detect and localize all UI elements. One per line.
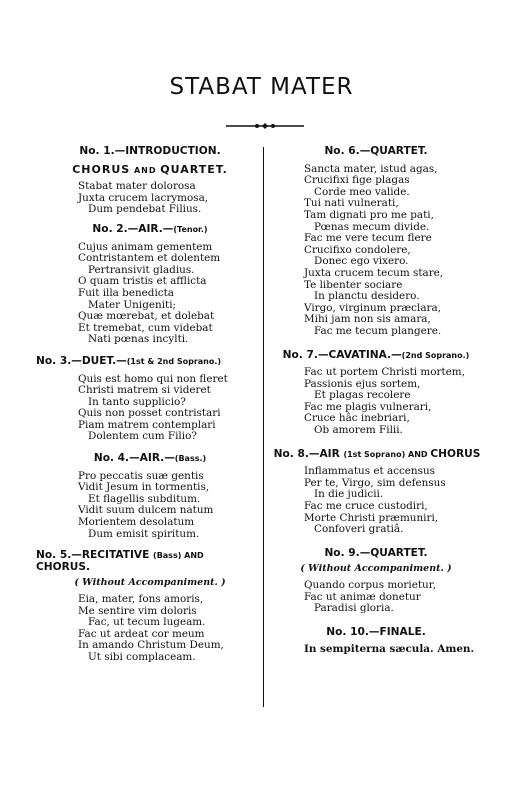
verse-line: Quando corpus morietur, [304, 579, 436, 591]
heading-end: CHORUS [430, 447, 481, 460]
verse-line: Corde meo valide. [314, 185, 410, 198]
right-column [272, 146, 480, 666]
verse-line: Contristantem et dolentem [78, 252, 221, 265]
verse-lines [272, 580, 480, 615]
verse-line: Passionis ejus sortem, [304, 377, 421, 390]
heading-voice: (Bass) [153, 551, 182, 561]
section-no-1 [44, 146, 256, 216]
verse-line: Quæ mœrebat, et dolebat [78, 310, 215, 323]
verse-line: Et tremebat, cum videbat [78, 321, 213, 334]
section-heading [262, 449, 492, 461]
verse-line: Fac, ut tecum lugeam. [88, 616, 206, 629]
verse-line: Vidit suum dulcem natum [78, 504, 214, 517]
heading-voice: (1st & 2nd Soprano.) [126, 356, 222, 366]
verse-line: Pœnas mecum divide. [314, 220, 430, 233]
section-no-3 [36, 354, 256, 443]
verse-line: Fuit illa benedicta [78, 286, 174, 299]
section-no-5 [36, 549, 256, 663]
section-heading [272, 350, 480, 362]
ornament-divider-icon [226, 122, 304, 130]
section-heading: No. 6.—QUARTET. [324, 145, 428, 157]
verse-line: Piam matrem contemplari [78, 418, 216, 431]
verse-line: Tui nati vulnerati, [304, 197, 399, 210]
section-no-8 [272, 449, 480, 536]
heading-main: No. 2.—AIR.— [92, 222, 174, 235]
verse-lines [272, 644, 480, 656]
verse-lines [44, 181, 256, 216]
verse-line: Fac me tecum plangere. [314, 324, 442, 337]
verse-line: Fac me plagis vulnerari, [304, 400, 432, 413]
verse-line: Quis non posset contristari [78, 407, 221, 420]
section-no-10 [272, 627, 480, 656]
verse-line: Morientem desolatum [78, 516, 195, 529]
verse-line: Cruce hâc inebriari, [304, 412, 410, 425]
section-subheading [44, 164, 256, 177]
verse-line: Fac me vere tecum flere [304, 232, 432, 245]
heading-and: AND [181, 551, 204, 561]
verse-line: Juxta crucem tecum stare, [304, 266, 444, 279]
section-no-2 [44, 224, 256, 346]
heading-end: CHORUS. [36, 560, 91, 573]
verse-line: Fac ut ardeat cor meum [78, 627, 205, 640]
verse-line: Morte Christi præmuniri, [304, 511, 439, 524]
heading-main: No. 4.—AIR.— [93, 452, 175, 465]
verse-lines [44, 242, 256, 346]
left-column [36, 145, 256, 674]
section-heading [44, 224, 256, 236]
verse-line: Fac ut animæ donetur [304, 590, 421, 603]
verse-line: Paradisi gloria. [314, 602, 394, 615]
verse-line: Ob amorem Filii. [314, 424, 403, 437]
section-heading: No. 1.—INTRODUCTION. [79, 145, 221, 157]
verse-line: In tanto supplicio? [88, 395, 186, 408]
verse-line: Pro peccatis suæ gentis [78, 469, 204, 482]
verse-line: Confoveri gratiâ. [314, 523, 404, 536]
verse-line: Dum emisit spiritum. [88, 527, 200, 540]
heading-voice: (1st Soprano) [343, 449, 406, 459]
verse-line: In planctu desidero. [314, 290, 420, 303]
heading-and: AND [405, 449, 431, 459]
verse-line: Tam dignati pro me pati, [304, 208, 434, 221]
verse-line: In sempiterna sæcula. Amen. [304, 643, 475, 656]
section-heading [44, 453, 256, 465]
verse-line: Te libenter sociare [304, 278, 403, 291]
heading-voice: (2nd Soprano.) [401, 350, 470, 360]
verse-line: Christi matrem si videret [78, 384, 211, 397]
verse-line: Crucifixi fige plagas [304, 174, 410, 187]
verse-line: Mihi jam non sis amara, [304, 313, 431, 326]
verse-line: Mater Unigeniti; [88, 298, 177, 311]
verse-lines [272, 164, 480, 338]
verse-line: Stabat mater dolorosa [78, 180, 196, 193]
verse-lines [44, 471, 256, 541]
verse-line: Donec ego vixero. [314, 255, 409, 268]
heading-voice: (Tenor.) [173, 224, 208, 234]
heading-main: No. 7.—CAVATINA.— [282, 348, 402, 361]
verse-line: Fac me cruce custodiri, [304, 500, 428, 513]
verse-line: Quis est homo qui non fleret [78, 372, 228, 385]
verse-line: Eia, mater, fons amoris, [78, 593, 204, 605]
verse-line: Et flagellis subditum. [88, 492, 201, 505]
verse-line: Me sentire vim doloris [78, 604, 197, 617]
section-no-9 [272, 548, 480, 615]
verse-line: Fac ut portem Christi mortem, [304, 366, 465, 379]
section-heading [36, 550, 256, 573]
section-note: ( Without Accompaniment. ) [74, 577, 226, 589]
section-note: ( Without Accompaniment. ) [300, 563, 452, 575]
verse-lines [44, 594, 256, 664]
verse-line: In amando Christum Deum, [78, 639, 224, 652]
heading-main: No. 5.—RECITATIVE [36, 549, 154, 562]
verse-lines [272, 367, 480, 437]
subheading-and: AND [130, 165, 161, 175]
verse-line: O quam tristis et afflicta [78, 275, 207, 288]
verse-lines [272, 466, 480, 536]
verse-line: Ut sibi complaceam. [88, 650, 196, 663]
heading-main: No. 8.—AIR [273, 447, 344, 460]
section-heading: No. 10.—FINALE. [326, 625, 426, 638]
column-divider [263, 147, 264, 707]
section-heading [36, 356, 256, 368]
verse-line: Dum pendebat Filius. [88, 203, 202, 216]
verse-line: Nati pœnas incylti. [88, 333, 189, 346]
verse-line: Et plagas recolere [314, 389, 411, 402]
verse-line: Pertransivit gladius. [88, 263, 195, 276]
subheading-chorus: CHORUS [72, 162, 131, 176]
verse-line: Virgo, virginum præclara, [304, 301, 441, 314]
section-no-4 [44, 453, 256, 540]
verse-lines [44, 374, 256, 444]
page-title: STABAT MATER [169, 74, 354, 100]
verse-line: Cujus animam gementem [78, 240, 213, 253]
heading-main: No. 3.—DUET.— [36, 354, 127, 367]
verse-line: Crucifixo condolere, [304, 243, 411, 256]
verse-line: Juxta crucem lacrymosa, [78, 191, 209, 204]
verse-line: Vidit Jesum in tormentis, [78, 481, 210, 494]
verse-line: In die judicii. [314, 488, 384, 501]
verse-line: Per te, Virgo, sim defensus [304, 476, 446, 489]
verse-line: Inflammatus et accensus [304, 465, 435, 478]
section-no-6 [272, 146, 480, 338]
heading-voice: (Bass.) [174, 454, 207, 464]
verse-line: Dolentem cum Filio? [88, 430, 197, 443]
section-no-7 [272, 350, 480, 437]
verse-line: Sancta mater, istud agas, [304, 162, 438, 175]
subheading-quartet: QUARTET. [160, 162, 228, 176]
section-heading: No. 9.—QUARTET. [324, 546, 428, 559]
